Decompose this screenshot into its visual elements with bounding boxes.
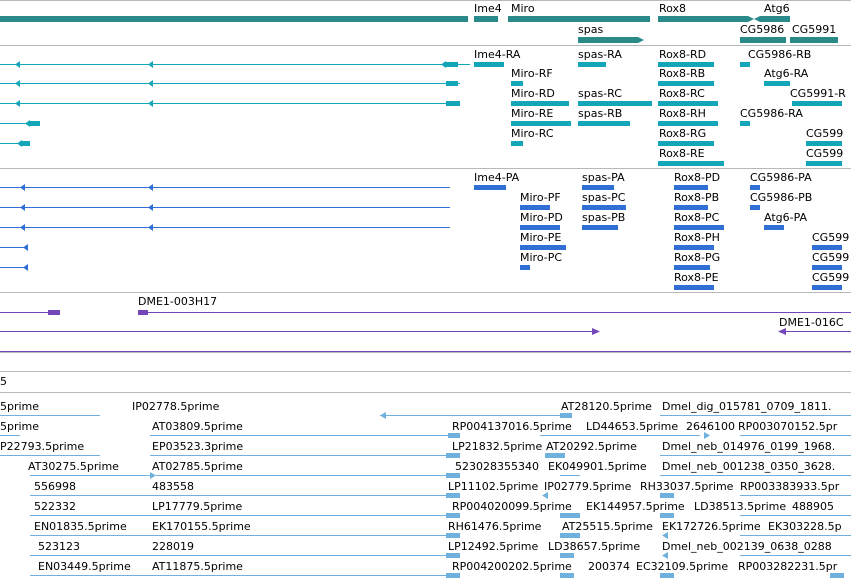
est-label-9-3[interactable]: RP004200202.5prime <box>452 560 572 573</box>
clone-label-dme1-003h17[interactable]: DME1-003H17 <box>138 295 218 308</box>
transcript-label-cg599-b[interactable]: CG599 <box>806 147 844 160</box>
protein-label-miro-pf[interactable]: Miro-PF <box>520 191 561 204</box>
gene-glyphs[interactable] <box>0 16 838 43</box>
est-label-4-5[interactable]: Dmel_neb_001238_0350_3628. <box>662 460 836 473</box>
est-label-3-2[interactable]: EP03523.3prime <box>152 440 244 453</box>
transcript-label-rox8-rb[interactable]: Rox8-RB <box>659 67 706 80</box>
transcript-label-miro-re[interactable]: Miro-RE <box>511 107 554 120</box>
est-label-9-4[interactable]: 200374 <box>588 560 630 573</box>
transcript-label-spas-rb[interactable]: spas-RB <box>578 107 623 120</box>
est-label-3-1[interactable]: P22793.5prime <box>0 440 85 453</box>
protein-label-rox8-ph[interactable]: Rox8-PH <box>674 231 720 244</box>
gene-label-rox8[interactable]: Rox8 <box>659 2 687 15</box>
protein-label-spas-pb[interactable]: spas-PB <box>582 211 626 224</box>
est-label-2-3[interactable]: RP004137016.5prime <box>452 420 572 433</box>
transcript-label-rox8-rg[interactable]: Rox8-RG <box>659 127 707 140</box>
est-label-2-5[interactable]: 2646100 <box>686 420 735 433</box>
clone-glyphs[interactable] <box>0 310 851 352</box>
est-label-2-6[interactable]: RP003070152.5pr <box>738 420 838 433</box>
transcript-label-cg599-a[interactable]: CG599 <box>806 127 844 140</box>
gene-label-miro[interactable]: Miro <box>511 2 535 15</box>
transcript-label-rox8-re[interactable]: Rox8-RE <box>659 147 705 160</box>
est-track[interactable] <box>0 400 851 578</box>
track-separators <box>0 1 851 393</box>
est-label-6-5[interactable]: LD38513.5prime <box>694 500 787 513</box>
est-label-5-2[interactable]: 483558 <box>152 480 194 493</box>
est-label-7-5[interactable]: EK172726.5prime <box>662 520 761 533</box>
protein-label-cg599-c[interactable]: CG599 <box>812 271 850 284</box>
est-label-8-3[interactable]: LP12492.5prime <box>448 540 539 553</box>
est-label-9-1[interactable]: EN03449.5prime <box>38 560 131 573</box>
est-label-2-1[interactable]: 5prime <box>0 420 40 433</box>
est-label-1-4[interactable]: Dmel_dig_015781_0709_1811. <box>662 400 832 413</box>
protein-label-miro-pc[interactable]: Miro-PC <box>520 251 563 264</box>
est-label-2-2[interactable]: AT03809.5prime <box>152 420 243 433</box>
gene-label-atg6[interactable]: Atg6 <box>764 2 790 15</box>
transcript-label-atg6-ra[interactable]: Atg6-RA <box>764 67 809 80</box>
est-label-7-1[interactable]: EN01835.5prime <box>34 520 127 533</box>
protein-label-rox8-pb[interactable]: Rox8-PB <box>674 191 720 204</box>
transcript-label-cg5991-r[interactable]: CG5991-R <box>790 87 846 100</box>
transcript-label-spas-rc[interactable]: spas-RC <box>578 87 622 100</box>
est-label-5-3[interactable]: LP11102.5prime <box>448 480 539 493</box>
est-label-7-3[interactable]: RH61476.5prime <box>448 520 542 533</box>
est-label-7-2[interactable]: EK170155.5prime <box>152 520 251 533</box>
protein-label-cg5986-pa[interactable]: CG5986-PA <box>750 171 812 184</box>
est-label-9-6[interactable]: RP003282231.5pr <box>738 560 838 573</box>
protein-label-spas-pa[interactable]: spas-PA <box>582 171 625 184</box>
protein-label-miro-pe[interactable]: Miro-PE <box>520 231 562 244</box>
transcript-label-cg5986-rb[interactable]: CG5986-RB <box>748 48 812 61</box>
misc-track-label: 5 <box>0 375 7 388</box>
est-label-9-5[interactable]: EC32109.5prime <box>636 560 729 573</box>
est-label-9-2[interactable]: AT11875.5prime <box>152 560 243 573</box>
est-label-6-6[interactable]: 488905 <box>792 500 834 513</box>
clone-track[interactable] <box>0 295 851 352</box>
est-label-6-3[interactable]: RP004020099.5prime <box>452 500 572 513</box>
est-label-4-2[interactable]: AT02785.5prime <box>152 460 243 473</box>
misc-track <box>0 375 7 388</box>
est-label-3-3[interactable]: LP21832.5prime <box>452 440 543 453</box>
transcript-label-miro-rf[interactable]: Miro-RF <box>511 67 553 80</box>
protein-label-ime4-pa[interactable]: Ime4-PA <box>474 171 520 184</box>
est-glyphs[interactable] <box>0 412 851 578</box>
transcript-label-miro-rc[interactable]: Miro-RC <box>511 127 554 140</box>
est-label-5-4[interactable]: IP02779.5prime <box>544 480 632 493</box>
transcript-track[interactable] <box>0 48 846 166</box>
est-label-6-4[interactable]: EK144957.5prime <box>586 500 685 513</box>
protein-label-rox8-pg[interactable]: Rox8-PG <box>674 251 721 264</box>
est-label-4-3[interactable]: 523028355340 <box>455 460 539 473</box>
est-label-3-5[interactable]: Dmel_neb_014976_0199_1968. <box>662 440 836 453</box>
transcript-label-rox8-rd[interactable]: Rox8-RD <box>659 48 707 61</box>
est-label-6-2[interactable]: LP17779.5prime <box>152 500 243 513</box>
transcript-label-spas-ra[interactable]: spas-RA <box>578 48 622 61</box>
est-label-5-5[interactable]: RH33037.5prime <box>640 480 734 493</box>
est-label-8-5[interactable]: Dmel_neb_002139_0638_0288 <box>662 540 832 553</box>
protein-label-rox8-pc[interactable]: Rox8-PC <box>674 211 720 224</box>
protein-label-spas-pc[interactable]: spas-PC <box>582 191 626 204</box>
gene-label-spas[interactable]: spas <box>578 23 604 36</box>
transcript-label-rox8-rc[interactable]: Rox8-RC <box>659 87 705 100</box>
gene-label-cg5991[interactable]: CG5991 <box>792 23 837 36</box>
protein-label-cg599-b[interactable]: CG599 <box>812 251 850 264</box>
est-label-1-1[interactable]: 5prime <box>0 400 40 413</box>
clone-label-dme1-016c[interactable]: DME1-016C <box>779 316 844 329</box>
protein-label-cg5986-pb[interactable]: CG5986-PB <box>750 191 813 204</box>
protein-track[interactable] <box>0 171 849 290</box>
gene-label-ime4[interactable]: Ime4 <box>474 2 502 15</box>
est-label-6-1[interactable]: 522332 <box>34 500 76 513</box>
est-label-7-4[interactable]: AT25515.5prime <box>562 520 653 533</box>
protein-label-rox8-pe[interactable]: Rox8-PE <box>674 271 719 284</box>
est-label-5-6[interactable]: RP003383933.5pr <box>740 480 840 493</box>
transcript-label-ime4-ra[interactable]: Ime4-RA <box>474 48 521 61</box>
est-label-2-4[interactable]: LD44653.5prime <box>586 420 679 433</box>
est-label-7-6[interactable]: EK303228.5p <box>768 520 842 533</box>
transcript-label-rox8-rh[interactable]: Rox8-RH <box>659 107 706 120</box>
gene-label-cg5986[interactable]: CG5986 <box>740 23 785 36</box>
est-label-3-4[interactable]: AT20292.5prime <box>546 440 637 453</box>
protein-label-miro-pd[interactable]: Miro-PD <box>520 211 563 224</box>
transcript-glyphs[interactable] <box>0 62 842 166</box>
est-label-1-3[interactable]: AT28120.5prime <box>561 400 652 413</box>
est-label-4-4[interactable]: EK049901.5prime <box>548 460 647 473</box>
protein-label-cg599-a[interactable]: CG599 <box>812 231 850 244</box>
est-label-8-4[interactable]: LD38657.5prime <box>548 540 641 553</box>
transcript-label-miro-rd[interactable]: Miro-RD <box>511 87 555 100</box>
est-label-8-1[interactable]: 523123 <box>38 540 80 553</box>
protein-label-atg6-pa[interactable]: Atg6-PA <box>764 211 808 224</box>
transcript-label-cg5986-ra[interactable]: CG5986-RA <box>740 107 803 120</box>
protein-label-rox8-pd[interactable]: Rox8-PD <box>674 171 721 184</box>
est-label-8-2[interactable]: 228019 <box>152 540 194 553</box>
est-label-4-1[interactable]: AT30275.5prime <box>28 460 119 473</box>
est-label-5-1[interactable]: 556998 <box>34 480 76 493</box>
est-label-1-2[interactable]: IP02778.5prime <box>132 400 220 413</box>
gene-track[interactable] <box>0 2 838 43</box>
